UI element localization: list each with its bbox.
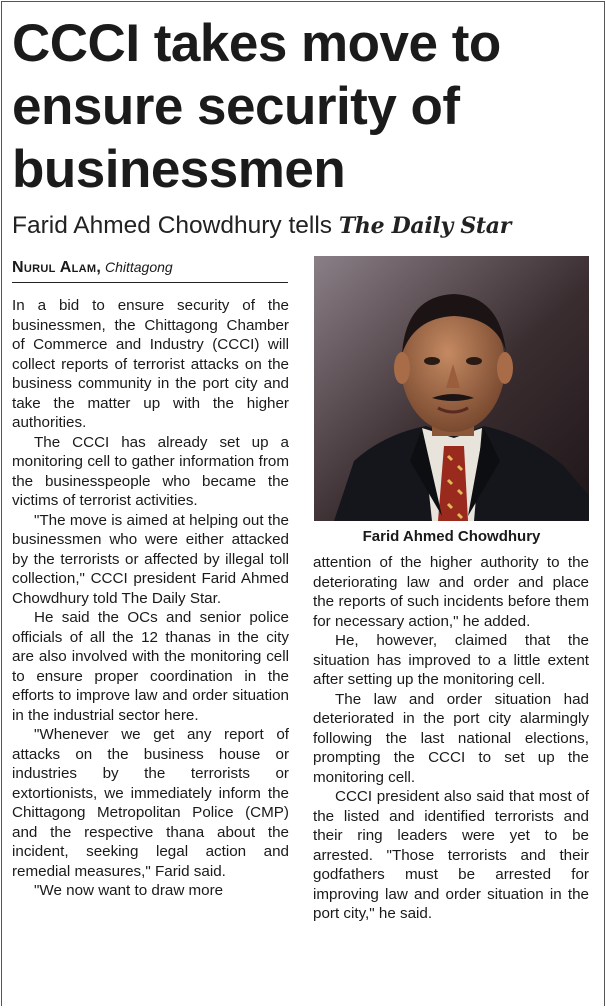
subheadline [12,210,511,242]
paragraph: The CCCI has already set up a monitoring cell to gather information from the businesspeople who became the victims of terrorist activities. [12,433,289,509]
photo-caption: Farid Ahmed Chowdhury [362,528,541,545]
paragraph: CCCI president also said that most of the listed and identified terrorists and their ring leaders were yet to be arrested. "Those terrorists and their godfathers must be arrested for improving law and order situation in the port city," he said. [313,788,589,922]
paragraph: attention of the higher authority to the deteriorating law and order and place the reports of such incidents before them for necessary action," he added. [313,554,589,630]
byline [12,257,288,283]
byline-name: Nurul Alam, [12,259,102,276]
paragraph: "Whenever we get any report of attacks on the business house or industries by the terrorists or extortionists, we immediately inform the Chittagong Metropolitan Police (CMP) and the respective thana about the incident, seeking legal action and remedial measures," Farid said. [12,726,289,880]
byline-location: Chittagong [104,259,173,275]
article-column-left [12,296,289,901]
portrait-photo [314,256,589,521]
paragraph: "The move is aimed at helping out the businessmen who were either attacked by the terrorists or affected by illegal toll collection," CCCI president Farid Ahmed Chowdhury told The Daily Star. [12,511,289,607]
paragraph: The law and order situation had deteriorated in the port city alarmingly following the last national elections, prompting the CCCI to set up the monitoring cell. [313,690,589,786]
subhead-text: Farid Ahmed Chowdhury tells [12,212,333,239]
article-column-right [313,553,589,924]
portrait-illustration [314,256,589,521]
headline: CCCI takes move to ensure security of businessmen [12,14,501,199]
newspaper-logo: The Daily Star [338,213,512,239]
paragraph: "We now want to draw more [34,882,224,899]
paragraph: He said the OCs and senior police officials of all the 12 thanas in the city are also involved with the monitoring cell to ensure proper coordination in the efforts to improve law and order situation in the industrial sector here. [12,609,289,724]
paragraph: He, however, claimed that the situation has improved to a little extent after setting up the monitoring cell. [313,632,589,688]
paragraph: In a bid to ensure security of the businessmen, the Chittagong Chamber of Commerce and Industry (CCCI) will collect reports of terrorist attacks on the business community in the port city and take the matter up with the higher authorities. [12,297,289,431]
